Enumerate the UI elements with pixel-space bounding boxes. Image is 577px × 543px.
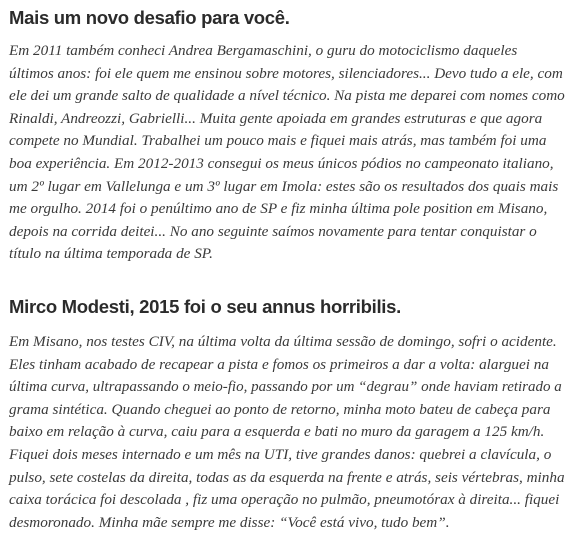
paragraph-line: Fiquei dois meses internado e um mês na UTI, tive grandes danos: quebrei a clavícula, o <box>9 445 552 463</box>
paragraph-line: Em Misano, nos testes CIV, na última volta da última sessão de domingo, sofri o acidente. <box>9 333 557 350</box>
paragraph-line: baixo em relação à curva, caiu para a esquerda e bati no muro da garagem a 125 km/h. <box>9 423 545 441</box>
paragraph-line: compete no Mundial. Trabalhei um pouco mais e fiquei mais atrás, mas também foi uma <box>9 132 547 150</box>
section-heading-annus-horribilis: Mirco Modesti, 2015 foi o seu annus horribilis. <box>9 296 401 317</box>
section-paragraph-new-challenge <box>9 40 565 266</box>
section-heading-new-challenge: Mais um novo desafio para você. <box>9 7 290 28</box>
paragraph-line: grama sintética. Quando cheguei ao ponto de retorno, minha moto bateu de cabeça para <box>9 400 551 418</box>
paragraph-line: caixa torácica foi descolada , fiz uma operação no pulmão, pneumotórax à direita... fiquei <box>9 491 560 509</box>
section-paragraph-annus-horribilis <box>9 331 565 534</box>
paragraph-line: Em 2011 também conheci Andrea Bergamaschini, o guru do motociclismo daqueles <box>9 42 518 59</box>
paragraph-line: desmoronado. Minha mãe sempre me disse: “Você está vivo, tudo bem”. <box>9 513 450 531</box>
paragraph-line: título na última temporada de SP. <box>9 245 213 263</box>
paragraph-line: boa experiência. Em 2012-2013 consegui os meus únicos pódios no campeonato italiano, <box>9 154 554 172</box>
paragraph-line: Rinaldi, Andreozzi, Gabrielli... Muita gente apoiada em grandes estruturas e que agora <box>9 109 543 127</box>
paragraph-line: depois na corrida deitei... No ano seguinte saímos novamente para tentar conquistar o <box>9 222 537 240</box>
paragraph-line: Eles tinham acabado de recapear a pista e fomos os primeiros a dar a volta: alarguei na <box>9 355 549 373</box>
paragraph-line: um 2º lugar em Vallelunga e um 3º lugar em Imola: estes são os resultados dos quais mais <box>9 177 559 195</box>
paragraph-line: últimos anos: foi ele quem me ensinou sobre motores, silenciadores... Devo tudo a ele, com <box>9 64 563 82</box>
paragraph-line: me orgulho. 2014 foi o penúltimo ano de SP e fiz minha última pole position em Misano, <box>9 200 548 218</box>
paragraph-line: pulso, sete costelas da direita, todas as da esquerda na frente e atrás, seis vértebras, minha <box>9 468 565 486</box>
paragraph-line: última curva, ultrapassando o meio-fio, passando por um “degrau” onde haviam retirado a <box>9 379 562 396</box>
paragraph-line: ele dei um grande salto de qualidade a nível técnico. Na pista me deparei com nomes como <box>9 87 565 105</box>
